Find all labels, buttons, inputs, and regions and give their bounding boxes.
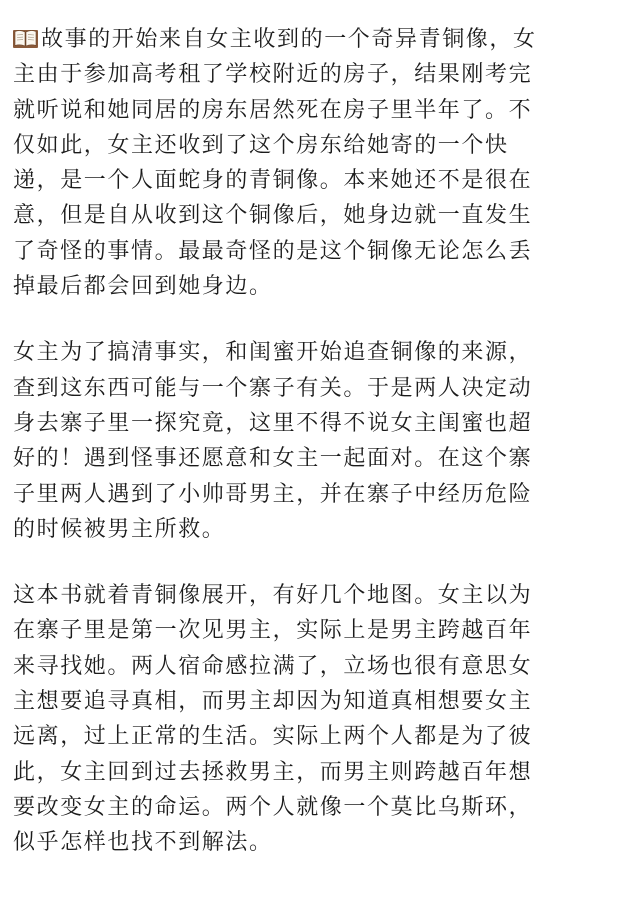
text-line: 主由于参加高考租了学校附近的房子，结果刚考完	[13, 62, 533, 88]
text-line: 来寻找她。两人宿命感拉满了，立场也很有意思女	[13, 653, 533, 679]
text-line: 故事的开始来自女主收到的一个奇异青铜像，女	[13, 22, 625, 57]
text-line: 女主为了搞清事实，和闺蜜开始追查铜像的来源，	[13, 340, 533, 366]
open-book-icon	[13, 29, 38, 48]
article-body	[13, 22, 625, 861]
text-line: 掉最后都会回到她身边。	[13, 274, 273, 300]
paragraph-3	[13, 578, 625, 860]
text-line: 此，女主回到过去拯救男主，而男主则跨越百年想	[13, 759, 533, 785]
text-line: 就听说和她同居的房东居然死在房子里半年了。不	[13, 97, 533, 123]
text-line: 查到这东西可能与一个寨子有关。于是两人决定动	[13, 375, 533, 401]
text-line: 似乎怎样也找不到解法。	[13, 830, 273, 856]
text-line: 子里两人遇到了小帅哥男主，并在寨子中经历危险	[13, 481, 533, 507]
text-line: 的时候被男主所救。	[13, 516, 226, 542]
text-line: 身去寨子里一探究竟，这里不得不说女主闺蜜也超	[13, 410, 533, 436]
paragraph-1	[13, 22, 625, 304]
text-line: 好的！遇到怪事还愿意和女主一起面对。在这个寨	[13, 446, 533, 472]
text-line: 了奇怪的事情。最最奇怪的是这个铜像无论怎么丢	[13, 238, 533, 264]
text-line: 意，但是自从收到这个铜像后，她身边就一直发生	[13, 203, 533, 229]
text-line: 主想要追寻真相，而男主却因为知道真相想要女主	[13, 689, 533, 715]
text-line: 要改变女主的命运。两个人就像一个莫比乌斯环，	[13, 794, 533, 820]
text-line: 递，是一个人面蛇身的青铜像。本来她还不是很在	[13, 168, 533, 194]
text-line: 这本书就着青铜像展开，有好几个地图。女主以为	[13, 583, 533, 609]
paragraph-2	[13, 335, 625, 547]
text-line: 仅如此，女主还收到了这个房东给她寄的一个快	[13, 132, 509, 158]
text-line: 远离，过上正常的生活。实际上两个人都是为了彼	[13, 724, 533, 750]
text-line: 在寨子里是第一次见男主，实际上是男主跨越百年	[13, 618, 533, 644]
